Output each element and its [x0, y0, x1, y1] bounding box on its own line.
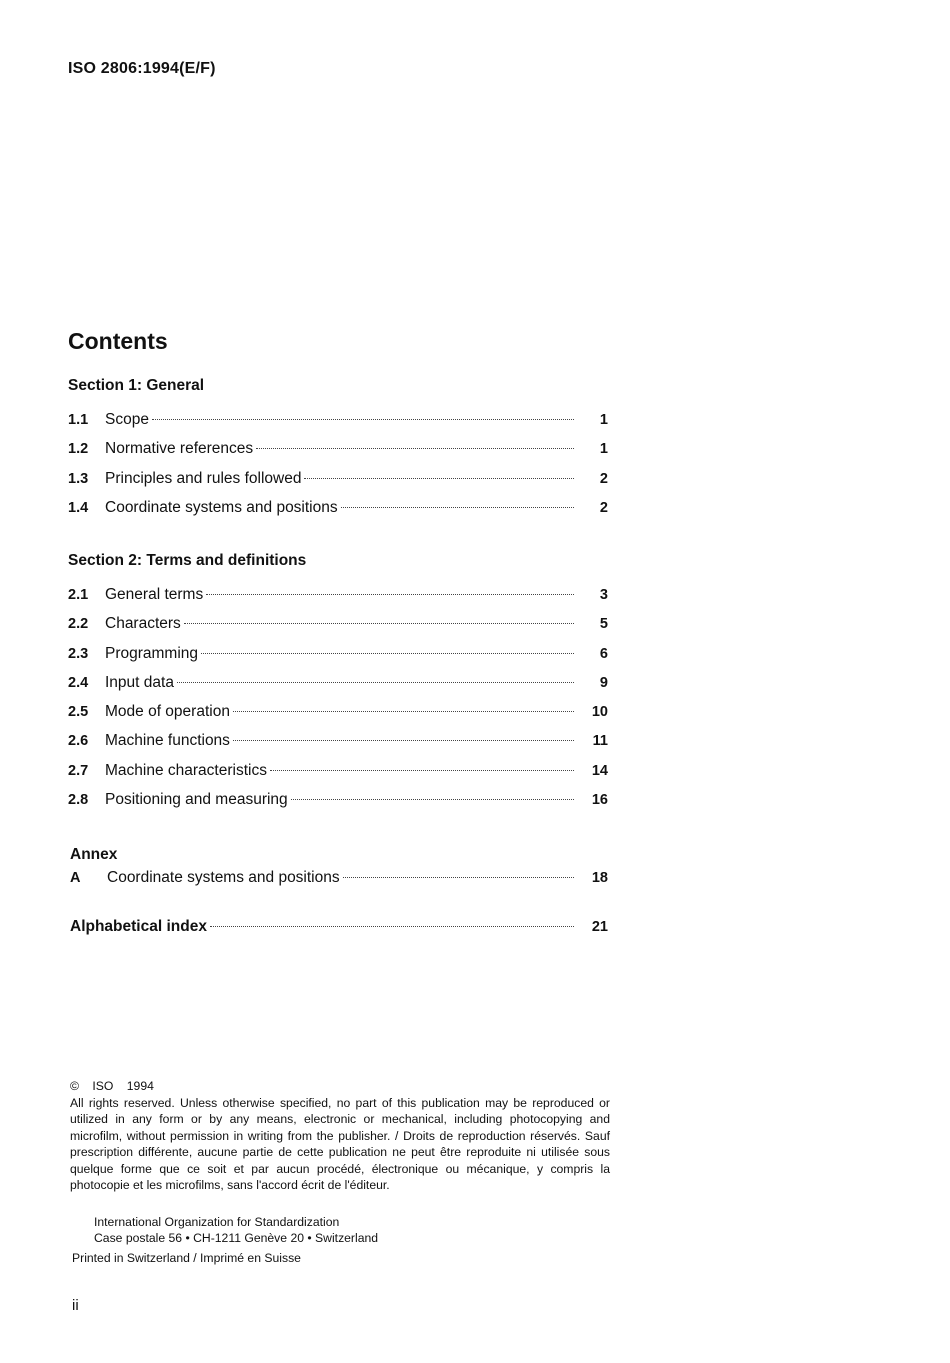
toc-entry[interactable] [68, 440, 608, 469]
dot-leader [233, 711, 574, 712]
toc-entry-number: 2.3 [68, 645, 89, 662]
toc-entry[interactable] [68, 411, 608, 440]
toc-entry-page: 21 [591, 919, 608, 935]
toc-entry-page: 2 [599, 499, 608, 516]
dot-leader [206, 594, 574, 595]
toc-entry-label: General terms [105, 586, 204, 603]
copyright-symbol: © [70, 1079, 79, 1093]
toc-entry[interactable] [68, 762, 608, 791]
toc-entry[interactable] [68, 703, 608, 732]
section-2-toc [68, 586, 608, 820]
toc-entry[interactable] [68, 645, 608, 674]
toc-entry-number: 2.6 [68, 733, 89, 750]
toc-entry[interactable] [68, 499, 608, 528]
toc-entry-page: 6 [599, 645, 608, 662]
toc-entry[interactable] [70, 869, 608, 898]
toc-entry-page: 5 [599, 616, 608, 633]
dot-leader [270, 770, 574, 771]
toc-entry-page: 1 [599, 412, 608, 428]
dot-leader [341, 507, 574, 508]
toc-entry-number: 1.1 [68, 412, 89, 428]
dot-leader [256, 448, 574, 449]
toc-entry-number: 2.4 [68, 674, 89, 691]
section-1-toc [68, 411, 608, 528]
contents-heading: Contents [68, 328, 168, 354]
toc-entry-number: 2.5 [68, 704, 89, 721]
dot-leader [210, 926, 574, 927]
copyright-text: All rights reserved. Unless otherwise specified, no part of this publication may be reproduced or utilized in any form or by any means, electronic or mechanical, including photocopying and microfilm, without permission in writing from the publisher. / Droits de reproduction réservés. Sauf prescription différente, aucune partie de cette publication ne peut être reproduite ni utilisée sous quelque forme que ce soit et par aucun procédé, électronique ou mécanique, y compris la photocopie et les microfilms, sans l'accord écrit de l'éditeur. [70, 1095, 610, 1192]
dot-leader [152, 419, 574, 420]
publisher-name: International Organization for Standardization [94, 1215, 340, 1229]
section-2-heading: Section 2: Terms and definitions [68, 552, 307, 569]
toc-entry-page: 14 [591, 762, 608, 779]
toc-entry-label: Principles and rules followed [105, 469, 302, 487]
toc-entry-label: Alphabetical index [70, 918, 207, 935]
toc-entry-number: 1.3 [68, 470, 89, 487]
page-number: ii [72, 1297, 79, 1314]
copyright-org: ISO [92, 1079, 114, 1093]
dot-leader [304, 478, 574, 479]
toc-entry-label: Positioning and measuring [105, 791, 288, 809]
toc-entry-label: Coordinate systems and positions [107, 869, 340, 886]
publisher-postal: Case postale 56 • CH-1211 Genève 20 • Switzerland [94, 1231, 379, 1245]
toc-entry-label: Machine functions [105, 732, 230, 750]
toc-entry[interactable] [68, 615, 608, 644]
toc-entry-number: 2.8 [68, 792, 89, 809]
annex-toc [70, 869, 608, 898]
dot-leader [184, 623, 574, 624]
toc-entry-label: Coordinate systems and positions [105, 498, 338, 516]
index-toc [70, 918, 608, 947]
toc-entry-number: 1.4 [68, 499, 89, 516]
toc-entry[interactable] [68, 732, 608, 761]
dot-leader [177, 682, 574, 683]
toc-entry-page: 3 [599, 587, 608, 603]
toc-entry-page: 9 [599, 674, 608, 691]
document-identifier: ISO 2806:1994(E/F) [68, 60, 216, 77]
toc-entry[interactable] [68, 586, 608, 615]
dot-leader [201, 653, 574, 654]
dot-leader [343, 877, 574, 878]
toc-entry-number: 1.2 [68, 441, 89, 458]
toc-entry-page: 16 [591, 792, 608, 809]
toc-entry-label: Mode of operation [105, 703, 230, 721]
printed-in: Printed in Switzerland / Imprimé en Suisse [72, 1251, 301, 1265]
toc-entry[interactable] [68, 791, 608, 820]
toc-entry-label: Input data [105, 673, 174, 691]
dot-leader [291, 799, 574, 800]
toc-entry-number: A [70, 870, 81, 886]
section-1-heading: Section 1: General [68, 377, 205, 394]
toc-entry-label: Normative references [105, 440, 254, 458]
toc-entry-page: 18 [591, 870, 608, 886]
toc-entry-number: 2.1 [68, 587, 89, 603]
toc-entry[interactable] [68, 674, 608, 703]
annex-heading: Annex [70, 846, 118, 863]
toc-entry-index[interactable] [70, 918, 608, 947]
toc-entry-page: 2 [599, 470, 608, 487]
toc-entry-page: 10 [591, 704, 608, 721]
dot-leader [233, 740, 574, 741]
toc-entry-page: 11 [592, 733, 608, 750]
toc-entry[interactable] [68, 470, 608, 499]
copyright-year: 1994 [126, 1079, 154, 1093]
toc-entry-number: 2.2 [68, 616, 89, 633]
toc-entry-label: Characters [105, 615, 181, 633]
toc-entry-label: Machine characteristics [105, 761, 267, 779]
toc-entry-page: 1 [599, 441, 608, 458]
toc-entry-label: Scope [105, 411, 149, 428]
toc-entry-label: Programming [105, 644, 199, 662]
toc-entry-number: 2.7 [68, 762, 89, 779]
copyright-line [70, 1078, 610, 1095]
copyright-notice [70, 1078, 610, 1194]
publisher-address [94, 1214, 378, 1246]
